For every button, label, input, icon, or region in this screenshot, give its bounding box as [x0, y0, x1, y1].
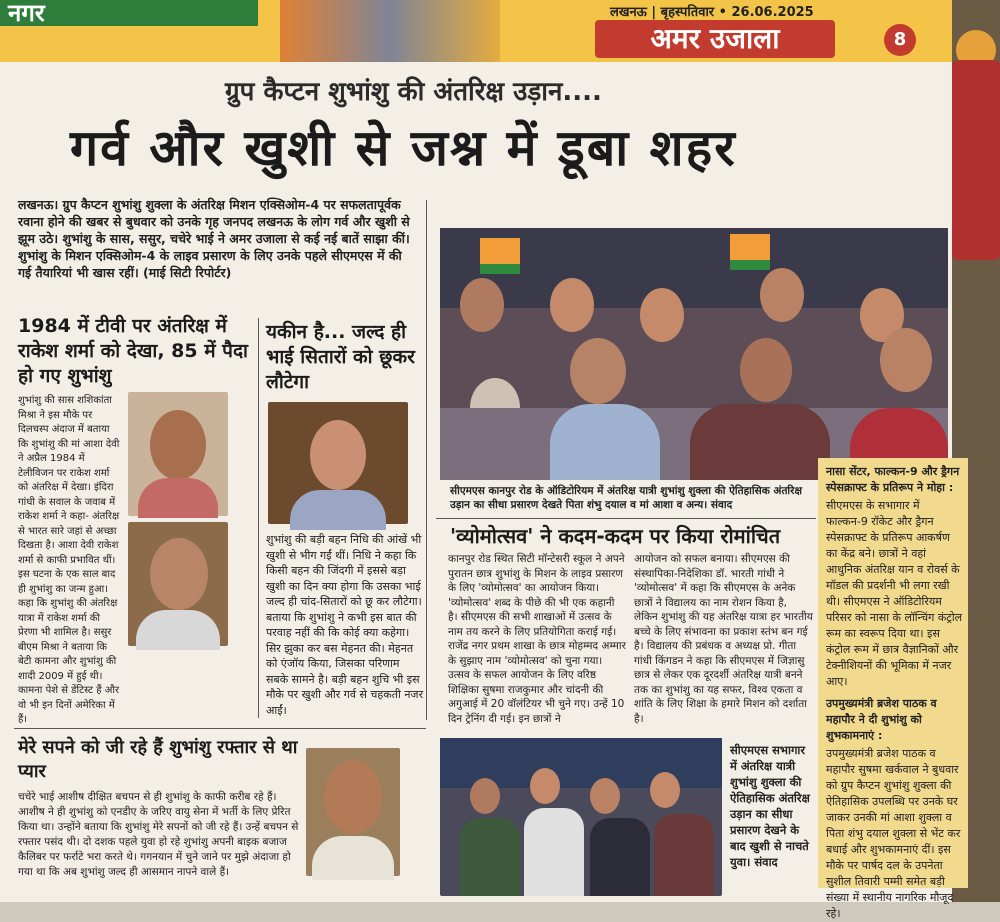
- story2-headline: यकीन है... जल्द ही भाई सितारों को छूकर लौटेगा: [266, 321, 415, 393]
- story4-body-left: कानपुर रोड स्थित सिटी मॉन्टेसरी स्कूल ने अपने पुरातन छात्र शुभांशु के मिशन के लाइव प्रसारण के लिए 'व्योमोत्सव' का आयोजन किया। 'व्योमोत्सव' शब्द के पीछे की भी एक कहानी है। सीएमएस की सभी शाखाओं में उत्सव के नाम तय करने के लिए प्रतियोगिता कराई गई। राजेंद्र नगर प्रथम शाखा के छात्र मोहम्मद अम्मार के सुझाए नाम 'व्योमोत्सव' को चुना गया। उत्सव के सफल आयोजन के लिए वरिष्ठ शिक्षिका सुषमा राजकुमार और चांदनी की अगुआई में 20 वॉलंटियर भी चुने गए। उन्हें 10 दिन ट्रेनिंग दी गई। इन छात्रों ने: [448, 553, 626, 725]
- bottom-photo-caption: सीएमएस सभागार में अंतरिक्ष यात्री शुभांशु शुक्ला की ऐतिहासिक अंतरिक्ष उड़ान का सीधा प्रसारण देखने के बाद खुशी से नाचते युवा। संवाद: [730, 743, 810, 869]
- sister-photo: [268, 402, 408, 524]
- dancing-students-photo: [440, 738, 722, 896]
- story3-headline: मेरे सपने को जी रहे हैं शुभांशु रफ्तार से था प्यार: [18, 737, 298, 782]
- masthead: [0, 0, 952, 62]
- cousin-photo: [306, 748, 400, 876]
- dateline: लखनऊ | बृहस्पतिवार • 26.06.2025: [610, 5, 814, 20]
- column-rule: [258, 318, 259, 718]
- newspaper-logo: अमर उजाला: [595, 20, 835, 58]
- background-fabric: [952, 60, 1000, 260]
- kicker: ग्रुप कैप्टन शुभांशु की अंतरिक्ष उड़ान....: [225, 77, 602, 107]
- page-number: 8: [884, 24, 916, 56]
- mother-in-law-photo: [128, 392, 228, 516]
- story4-body-right: आयोजन को सफल बनाया। सीएमएस की संस्थापिका-निदेशिका डॉ. भारती गांधी ने 'व्योमोत्सव' में कहा कि सीएमएस के अनेक छात्रों ने विद्यालय का नाम रोशन किया है, लेकिन शुभांशु की यह अंतरिक्ष यात्रा हर भारतीय बच्चे के लिए संभावना का प्रकाश स्तंभ बन गई है। विद्यालय की प्रबंधक व अध्यक्ष प्रो. गीता गांधी किंगडन ने कहा कि सीएमएस में जिज्ञासु छात्र से लेकर एक दूरदर्शी अंतरिक्ष यात्री बनने तक का शुभांशु का यह सफर, विश्व एकता व शांति के लिए शिक्षा के हमारे मिशन को दर्शाता है।: [634, 553, 813, 725]
- story1-body: शुभांशु की सास शशिकांता मिश्रा ने इस मौके पर दिलचस्प अंदाज में बताया कि शुभांशु की मां आशा देवी ने अप्रैल 1984 में टेलीविजन पर राकेश शर्मा को अंतरिक्ष में देखा। इंदिरा गांधी के सवाल के जवाब में राकेश शर्मा ने कहा- अंतरिक्ष से भारत सारे जहां से अच्छा दिखता है। आशा देवी राकेश शर्मा से काफी प्रभावित थीं। इस घटना के एक साल बाद ही शुभांशु का जन्म हुआ। कहा कि शुभांशु की अंतरिक्ष यात्रा में राकेश शर्मा की प्रेरणा भी शामिल है। ससुर बीएम मिश्रा ने बताया कि बेटी कामना और शुभांशु की शादी 2009 में हुई थी। कामना पेशे से डेंटिस्ट हैं और वो भी इन दिनों अमेरिका में हैं।: [18, 395, 120, 725]
- row-rule: [14, 728, 426, 729]
- sidebar-item2-title: उपमुख्यमंत्री ब्रजेश पाठक व महापौर ने दी शुभांशु को शुभकामनाएं :: [826, 697, 937, 742]
- story1-headline: 1984 में टीवी पर अंतरिक्ष में राकेश शर्मा को देखा, 85 में पैदा हो गए शुभांशु: [18, 315, 248, 387]
- section-name: नगर: [0, 0, 258, 26]
- story4-headline: 'व्योमोत्सव' ने कदम-कदम पर किया रोमांचित: [450, 524, 781, 548]
- main-photo-crowd: [440, 228, 948, 480]
- column-rule: [426, 200, 427, 720]
- sidebar-item2-body: उपमुख्यमंत्री ब्रजेश पाठक व महापौर सुषमा खर्कवाल ने बुधवार को ग्रुप कैप्टन शुभांशु शुक्ला की ऐतिहासिक उपलब्धि पर उनके घर जाकर उनकी मां आशा शुक्ला व पिता शंभु दयाल शुक्ला से भेंट कर बधाई और शुभकामनाएं दीं। इस मौके पर पार्षद दल के उपनेता सुशील तिवारी पम्मी समेत बड़ी संख्या में स्थानीय नागरिक मौजूद रहे।: [826, 747, 961, 920]
- sidebar-item1-body: सीएमएस के सभागार में फाल्कन-9 रॉकेट और ड्रैगन स्पेसक्राफ्ट के प्रतिरूप आकर्षण का केंद्र बने। छात्रों ने वहां आधुनिक अंतरिक्ष यान व रोवर्स के मॉडल की प्रदर्शनी भी लगा रखी थी। सीएमएस ने ऑडिटोरियम परिसर को नासा के लॉन्चिंग कंट्रोल रूम का स्वरूप दिया था। इस कंट्रोल रूम में छात्र वैज्ञानिकों और टेक्नीशियनों की भूमिका में नजर आए।: [826, 499, 963, 688]
- father-in-law-photo: [128, 522, 228, 646]
- intro-paragraph: लखनऊ। ग्रुप कैप्टन शुभांशु शुक्ला के अंतरिक्ष मिशन एक्सिओम-4 पर सफलतापूर्वक रवाना होने की खबर से बुधवार को उनके गृह जनपद लखनऊ के लोग गर्व और खुशी से झूम उठे। शुभांशु के सास, ससुर, चचेरे भाई ने अमर उजाला से कई नई बातें साझा कीं। शुभांशु के मिशन एक्सिओम-4 के लाइव प्रसारण के लिए उनके पहले सीएमएस में की गई तैयारियां भी खास रहीं। (माई सिटी रिपोर्टर): [18, 197, 410, 280]
- masthead-illustration: [280, 0, 500, 62]
- story2-body: शुभांशु की बड़ी बहन निधि की आंखें भी खुशी से भीग गईं थीं। निधि ने कहा कि किसी बहन की जिंदगी में इससे बड़ा खुशी का दिन क्या होगा कि उसका भाई जल्द ही चांद-सितारों को छू कर लौटेगा। बताया कि शुभांशु ने कभी इस बात की परवाह नहीं की कि कोई क्या कहेगा। सिर झुका कर बस मेहनत की। मेहनत को एंजॉय किया, जिसका परिणाम सबके सामने है। बड़ी बहन शुचि भी इस मौके पर खुशी और गर्व से चहकती नजर आईं।: [266, 533, 424, 717]
- sidebar-content: [826, 464, 964, 922]
- main-headline: गर्व और खुशी से जश्न में डूबा शहर: [70, 118, 737, 177]
- story3-body: चचेरे भाई आशीष दीक्षित बचपन से ही शुभांशु के काफी करीब रहे हैं। आशीष ने ही शुभांशु को एनडीए के जरिए वायु सेना में भर्ती के लिए प्रेरित किया था। उन्होंने बताया कि शुभांशु मेरे सपनों को जी रहे हैं। उन्हें बचपन से रफ्तार पसंद थी। दो दशक पहले युवा हो रहे शुभांशु अपनी बाइक बजाज कैलिबर पर फर्राटे भरा करते थे। गगनयान में चुने जाने पर मुझे अंदाजा हो गया था कि अब शुभांशु जल्द ही आसमान नापने वाले हैं।: [18, 791, 299, 878]
- row-rule: [436, 518, 816, 519]
- sidebar-item1-title: नासा सेंटर, फाल्कन-9 और ड्रैगन स्पेसक्राफ्ट के प्रतिरूप ने मोहा :: [826, 465, 960, 494]
- main-photo-caption: सीएमएस कानपुर रोड के ऑडिटोरियम में अंतरिक्ष यात्री शुभांशु शुक्ला की ऐतिहासिक अंतरिक्ष उड़ान का सीधा प्रसारण देखते पिता शंभु दयाल व मां आशा व अन्य। संवाद: [450, 485, 802, 511]
